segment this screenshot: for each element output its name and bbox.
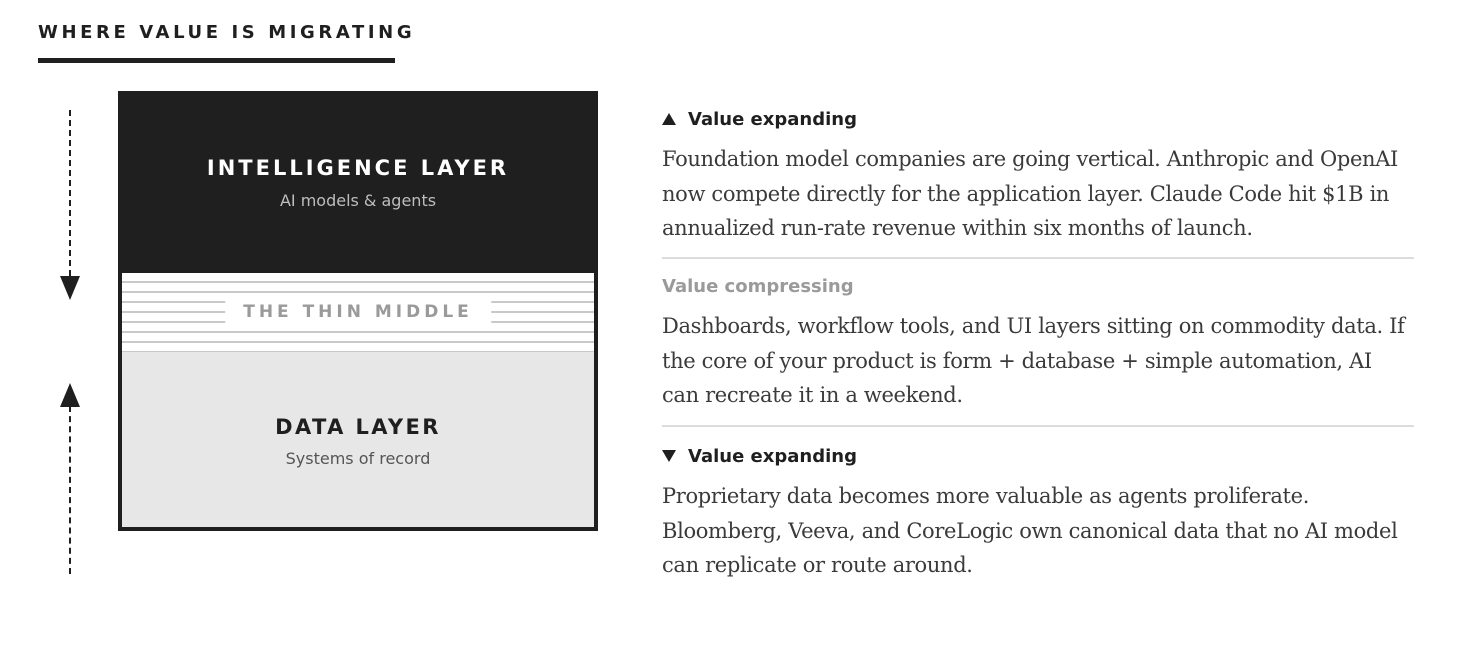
layer-stack-diagram xyxy=(118,91,598,531)
notes-column xyxy=(662,104,1414,583)
note-body: Dashboards, workflow tools, and UI layers sitting on commodity data. If the core of your product is form + database + simple automation, AI can recreate it in a weekend. xyxy=(662,314,1405,407)
arrow-down-line xyxy=(69,110,71,276)
arrow-down-icon xyxy=(60,276,80,300)
note-heading-text: Value compressing xyxy=(662,275,854,297)
note-body: Proprietary data becomes more valuable as agents proliferate. Bloomberg, Veeva, and CoreLogic own canonical data that no AI model can replicate or route around. xyxy=(662,484,1398,577)
data-layer-subtitle: Systems of record xyxy=(285,449,431,468)
note-heading xyxy=(662,104,1414,134)
arrow-up-icon xyxy=(60,383,80,407)
intelligence-layer xyxy=(122,95,594,273)
thin-middle-label: THE THIN MIDDLE xyxy=(225,301,491,323)
section-title: WHERE VALUE IS MIGRATING xyxy=(38,22,395,63)
intelligence-layer-title: INTELLIGENCE LAYER xyxy=(206,156,510,180)
data-layer xyxy=(122,352,594,527)
note-body: Foundation model companies are going vertical. Anthropic and OpenAI now compete directly for the application layer. Claude Code hit $1B in annualized run-rate revenue within six months of launch. xyxy=(662,147,1398,240)
thin-middle-layer xyxy=(122,273,594,352)
triangle-down-icon xyxy=(662,450,676,462)
note-heading xyxy=(662,441,1414,471)
data-layer-title: DATA LAYER xyxy=(275,415,441,439)
triangle-up-icon xyxy=(662,113,676,125)
note-value-expanding-bottom xyxy=(662,427,1414,583)
intelligence-layer-subtitle: AI models & agents xyxy=(279,191,437,210)
note-heading-text: Value expanding xyxy=(688,108,857,130)
arrow-up-line xyxy=(69,406,71,574)
note-heading-text: Value expanding xyxy=(688,445,857,467)
note-value-expanding-top xyxy=(662,104,1414,259)
note-heading xyxy=(662,271,1414,301)
note-value-compressing xyxy=(662,259,1414,427)
